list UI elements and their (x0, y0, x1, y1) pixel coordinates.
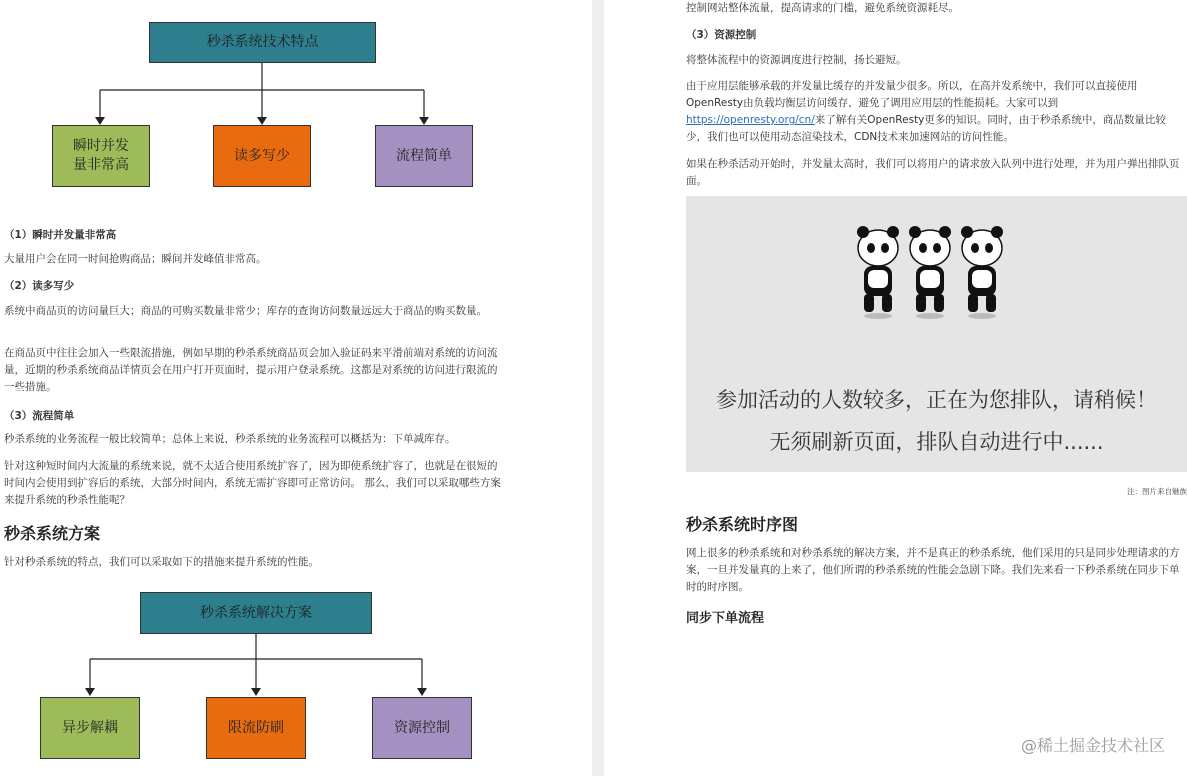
diagram2-node-resource-control: 资源控制 (372, 697, 472, 759)
diagram1-node-read-heavy: 读多写少 (213, 125, 311, 187)
panda-illustration (686, 196, 1187, 346)
resource-heading: （3）资源控制 (686, 29, 757, 41)
diagram1-title: 秒杀系统技术特点 (149, 22, 376, 63)
diagram2-title: 秒杀系统解决方案 (140, 592, 372, 634)
watermark: @稀土掘金技术社区 (1020, 736, 1165, 755)
diagram2-node-rate-limit: 限流防刷 (206, 697, 306, 759)
section3-text2: 针对这种短时间内大流量的系统来说，就不太适合使用系统扩容了，因为即使系统扩容了，也就是在很短的时间内会使用到扩容后的系统，大部分时间内，系统无需扩容即可正常访问。 那么，我们可以采取哪些方案来提升系统的秒杀性能呢？ (4, 460, 501, 506)
resource-text1: 将整体流程中的资源调度进行控制，扬长避短。 (686, 54, 907, 66)
resource-text2-part-a: 由于应用层能够承载的并发量比缓存的并发量少很多。所以，在高并发系统中，我们可以直接使用OpenResty由负载均衡层访问缓存，避免了调用应用层的性能损耗。大家可以到 (686, 80, 1138, 109)
section1-heading: （1）瞬时并发量非常高 (4, 229, 117, 241)
resource-text3: 如果在秒杀活动开始时，并发量太高时，我们可以将用户的请求放入队列中进行处理，并为用户弹出排队页面。 (686, 158, 1180, 187)
right-page (604, 0, 1187, 776)
image-caption: 注：图片来自魅族 (1127, 487, 1187, 496)
diagram1-node-high-concurrency: 瞬时并发 量非常高 (52, 125, 150, 187)
section2-text2: 在商品页中往往会加入一些限流措施，例如早期的秒杀系统商品页会加入验证码来平滑前端对系统的访问流量，近期的秒杀系统商品详情页会在用户打开页面时，提示用户登录系统。这都是对系统的访问进行限流的一些措施。 (4, 347, 498, 393)
queue-message-line2: 无须刷新页面，排队自动进行中...... (769, 430, 1104, 454)
left-page (0, 0, 592, 776)
diagram2-node-async: 异步解耦 (40, 697, 140, 759)
queue-message-line1: 参加活动的人数较多，正在为您排队，请稍候！ (716, 388, 1157, 412)
sequence-heading: 秒杀系统时序图 (686, 515, 799, 534)
solution-text: 针对秒杀系统的特点，我们可以采取如下的措施来提升系统的性能。 (4, 556, 319, 568)
section2-text1: 系统中商品页的访问量巨大；商品的可购买数量非常少；库存的查询访问数量远远大于商品的购买数量。 (4, 305, 487, 317)
sequence-text: 网上很多的秒杀系统和对秒杀系统的解决方案，并不是真正的秒杀系统，他们采用的只是同步处理请求的方案，一旦并发量真的上来了，他们所谓的秒杀系统的性能会急剧下降。我们先来看一下秒杀系统在同步下单时的时序图。 (686, 547, 1180, 593)
queue-page-image (686, 196, 1187, 472)
page-gutter (592, 0, 604, 776)
openresty-link[interactable]: https://openresty.org/cn/ (686, 114, 815, 126)
section3-heading: （3）流程简单 (4, 410, 75, 422)
section1-text: 大量用户会在同一时间抢购商品；瞬间并发峰值非常高。 (4, 253, 267, 265)
resource-text2 (686, 78, 1182, 146)
section2-heading: （2）读多写少 (4, 280, 75, 292)
resource-text2-part-b: 来了解有关OpenResty更多的知识。同时，由于秒杀系统中，商品数量比较少，我们也可以使用动态渲染技术，CDN技术来加速网站的访问性能。 (686, 114, 1166, 143)
sync-heading: 同步下单流程 (686, 611, 765, 626)
section3-text1: 秒杀系统的业务流程一般比较简单；总体上来说，秒杀系统的业务流程可以概括为：下单减库存。 (4, 433, 456, 445)
top-text: 控制网站整体流量，提高请求的门槛，避免系统资源耗尽。 (686, 2, 959, 14)
solution-heading: 秒杀系统方案 (4, 524, 101, 543)
diagram1-node-simple-flow: 流程简单 (375, 125, 473, 187)
